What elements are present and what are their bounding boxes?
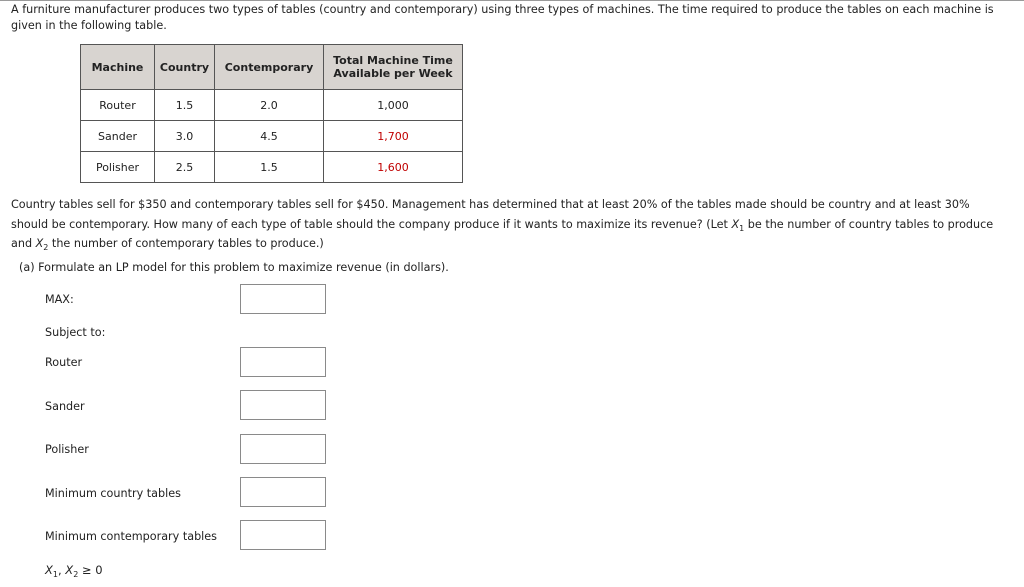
table-header-row	[81, 45, 463, 90]
table-row	[81, 152, 463, 183]
machine-time-table	[80, 44, 463, 183]
table-row	[81, 90, 463, 121]
nonnegativity-constraint: $X_1$, $X_2 \ge 0$	[45, 563, 103, 579]
router-constraint-input[interactable]	[240, 347, 326, 377]
header-contemporary: Contemporary	[215, 45, 324, 90]
sander-label: Sander	[45, 400, 85, 413]
min-country-input[interactable]	[240, 477, 326, 507]
header-total-line-1: Total Machine Time	[333, 54, 453, 67]
part-a-prompt: (a) Formulate an LP model for this problem to maximize revenue (in dollars).	[19, 261, 449, 274]
var-x2: X	[35, 237, 44, 250]
cell-machine: Polisher	[81, 152, 155, 183]
problem-line-2: should be contemporary. How many of each type of table should the company produce if it wants to maximize its revenue? (Let $X_1$ be the number of country tables to produce	[11, 217, 994, 233]
intro-line-1: A furniture manufacturer produces two types of tables (country and contemporary) using three types of machines. The time required to produce the tables on each machine is	[11, 3, 994, 16]
polisher-label: Polisher	[45, 443, 89, 456]
cell-total: 1,600	[324, 152, 463, 183]
cell-machine: Router	[81, 90, 155, 121]
cell-country: 2.5	[155, 152, 215, 183]
header-country: Country	[155, 45, 215, 90]
polisher-constraint-input[interactable]	[240, 434, 326, 464]
max-objective-input[interactable]	[240, 284, 326, 314]
var-x1: X	[731, 217, 740, 231]
cell-total: 1,700	[324, 121, 463, 152]
subject-to-label: Subject to:	[45, 326, 106, 339]
table-row	[81, 121, 463, 152]
min-contemporary-label: Minimum contemporary tables	[45, 530, 217, 543]
min-country-label: Minimum country tables	[45, 487, 181, 500]
max-label: MAX:	[45, 293, 74, 306]
cell-total: 1,000	[324, 90, 463, 121]
cell-contemporary: 2.0	[215, 90, 324, 121]
header-machine: Machine	[81, 45, 155, 90]
problem-line-1: Country tables sell for $350 and contemporary tables sell for $450. Management has determined that at least 20% of the tables made should be country and at least 30%	[11, 198, 970, 211]
cell-contemporary: 1.5	[215, 152, 324, 183]
problem-text	[11, 195, 1014, 254]
cell-country: 1.5	[155, 90, 215, 121]
sander-constraint-input[interactable]	[240, 390, 326, 420]
router-label: Router	[45, 356, 83, 369]
top-rule	[0, 0, 1024, 1]
cell-machine: Sander	[81, 121, 155, 152]
problem-line-3: and $X_2$ the number of contemporary tables to produce.)	[11, 237, 324, 252]
header-total-line-2: Available per Week	[333, 67, 453, 80]
cell-contemporary: 4.5	[215, 121, 324, 152]
min-contemporary-input[interactable]	[240, 520, 326, 550]
header-total-time	[324, 45, 463, 90]
intro-line-2: given in the following table.	[11, 19, 167, 32]
cell-country: 3.0	[155, 121, 215, 152]
intro-text	[11, 2, 1014, 34]
